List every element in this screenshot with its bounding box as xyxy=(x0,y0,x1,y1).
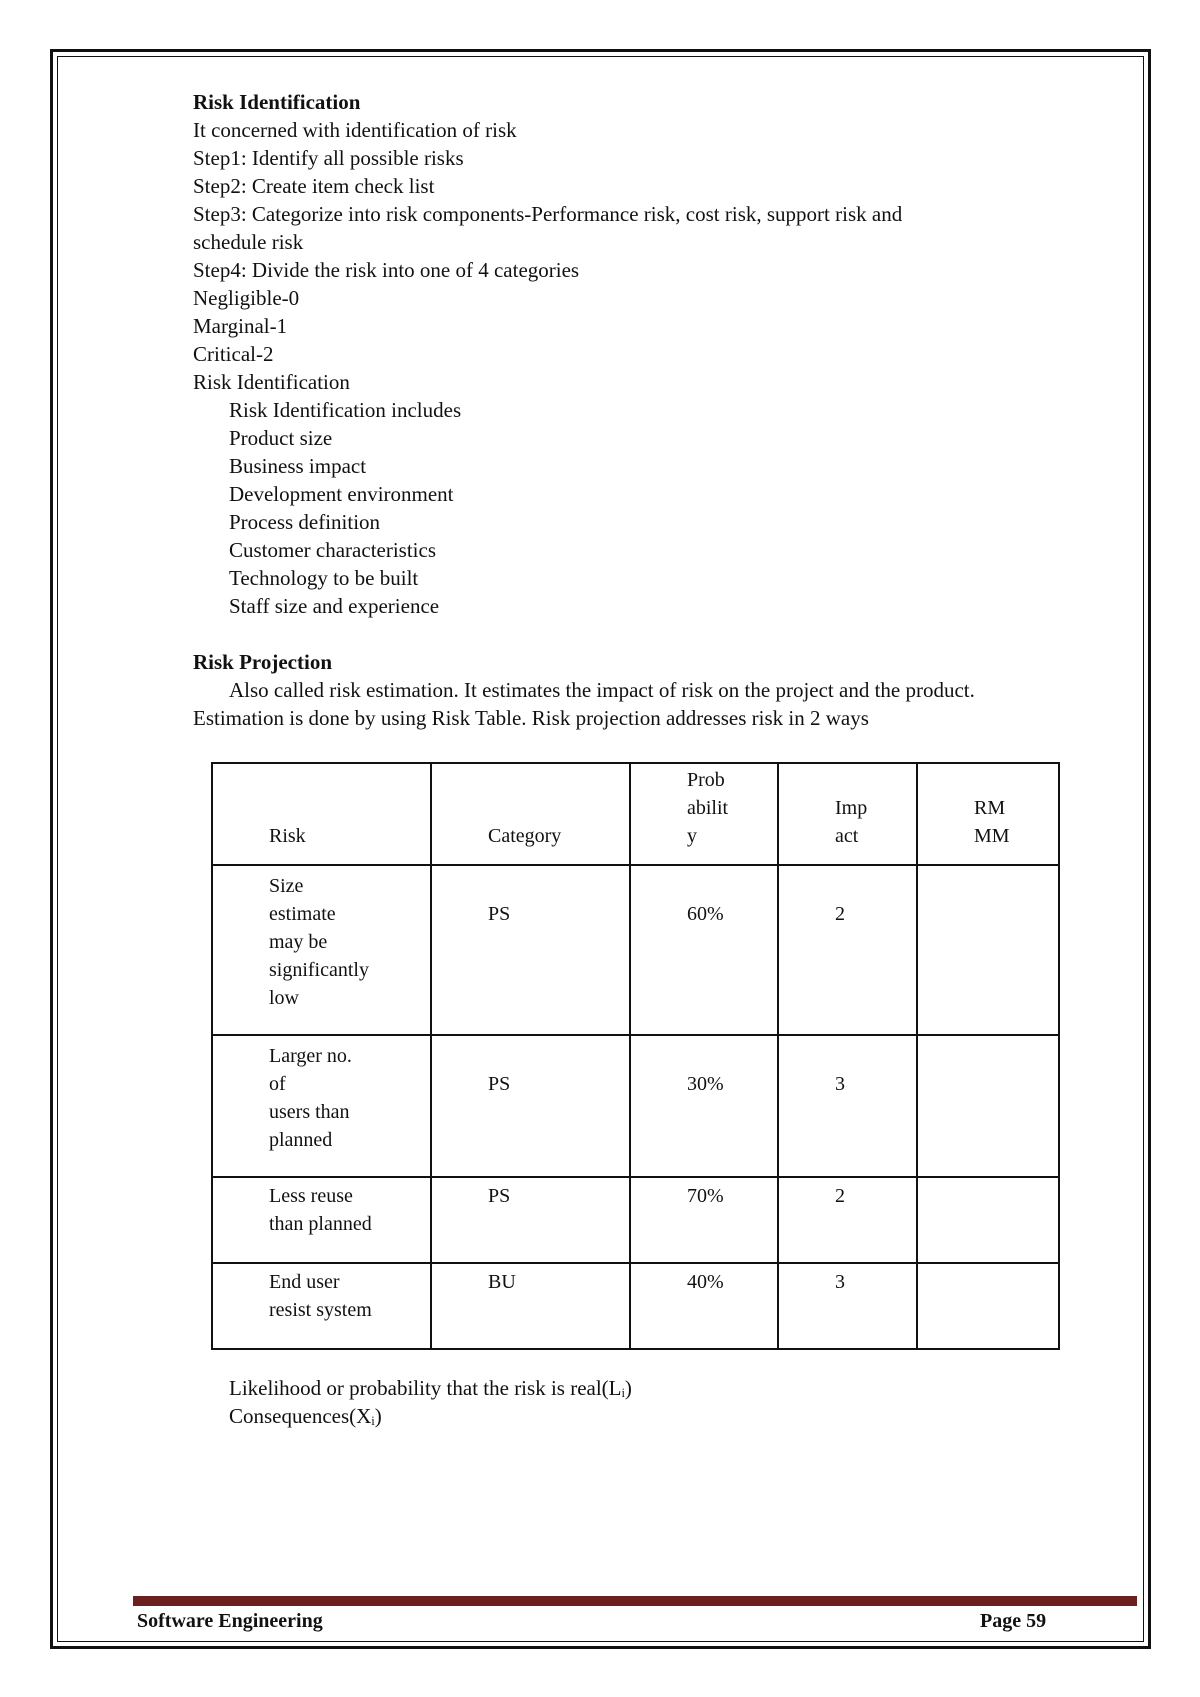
list-item: Product size xyxy=(229,426,333,450)
cell-risk: Size estimate may be significantly low xyxy=(212,865,431,1035)
header-rmmm: RM MM xyxy=(917,763,1059,865)
table-header-row xyxy=(212,763,1059,865)
header-impact: Imp act xyxy=(778,763,917,865)
table-row xyxy=(212,1177,1059,1263)
cell-impact: 2 xyxy=(778,865,917,1035)
cell-probability: 40% xyxy=(630,1263,778,1349)
table-row xyxy=(212,1263,1059,1349)
list-item: Staff size and experience xyxy=(229,594,440,618)
cell-rmmm xyxy=(917,1035,1059,1177)
header-risk: Risk xyxy=(212,763,431,865)
consequences-line: Consequences(Xᵢ) xyxy=(229,1404,382,1428)
footer-rule xyxy=(133,1596,1137,1606)
cell-rmmm xyxy=(917,1263,1059,1349)
list-item: Risk Identification includes xyxy=(229,398,462,422)
heading-risk-projection: Risk Projection xyxy=(193,650,333,674)
text-line: Step1: Identify all possible risks xyxy=(193,146,464,170)
table-row xyxy=(212,1035,1059,1177)
cell-risk: Larger no. of users than planned xyxy=(212,1035,431,1177)
paragraph-line: Estimation is done by using Risk Table. Risk projection addresses risk in 2 ways xyxy=(193,706,869,730)
cell-risk: End user resist system xyxy=(212,1263,431,1349)
list-item: Development environment xyxy=(229,482,454,506)
text-line: Marginal-1 xyxy=(193,314,288,338)
page-number: Page 59 xyxy=(980,1610,1047,1632)
risk-table xyxy=(211,762,1060,1350)
cell-rmmm xyxy=(917,865,1059,1035)
cell-category: PS xyxy=(431,1177,630,1263)
cell-probability: 70% xyxy=(630,1177,778,1263)
text-line: schedule risk xyxy=(193,230,304,254)
cell-category: BU xyxy=(431,1263,630,1349)
footer-title: Software Engineering xyxy=(137,1610,323,1632)
cell-impact: 3 xyxy=(778,1263,917,1349)
text-line: Step3: Categorize into risk components-Performance risk, cost risk, support risk and xyxy=(193,202,903,226)
text-line: Critical-2 xyxy=(193,342,274,366)
cell-impact: 3 xyxy=(778,1035,917,1177)
after-table-text xyxy=(229,1374,632,1430)
paragraph-line: Also called risk estimation. It estimates the impact of risk on the project and the product. xyxy=(229,678,975,702)
header-category: Category xyxy=(431,763,630,865)
header-probability: Prob abilit y xyxy=(630,763,778,865)
text-line: Risk Identification xyxy=(193,370,350,394)
document-body xyxy=(193,88,1093,732)
table-row xyxy=(212,865,1059,1035)
text-line: Negligible-0 xyxy=(193,286,300,310)
list-item: Customer characteristics xyxy=(229,538,437,562)
text-line: Step2: Create item check list xyxy=(193,174,435,198)
cell-probability: 30% xyxy=(630,1035,778,1177)
list-item: Process definition xyxy=(229,510,381,534)
text-line: Step4: Divide the risk into one of 4 categories xyxy=(193,258,580,282)
cell-category: PS xyxy=(431,1035,630,1177)
cell-category: PS xyxy=(431,865,630,1035)
cell-probability: 60% xyxy=(630,865,778,1035)
list-item: Technology to be built xyxy=(229,566,419,590)
cell-risk: Less reuse than planned xyxy=(212,1177,431,1263)
text-line: It concerned with identification of risk xyxy=(193,118,517,142)
cell-impact: 2 xyxy=(778,1177,917,1263)
likelihood-line: Likelihood or probability that the risk is real(Lᵢ) xyxy=(229,1376,632,1400)
heading-risk-identification: Risk Identification xyxy=(193,90,361,114)
list-item: Business impact xyxy=(229,454,367,478)
cell-rmmm xyxy=(917,1177,1059,1263)
